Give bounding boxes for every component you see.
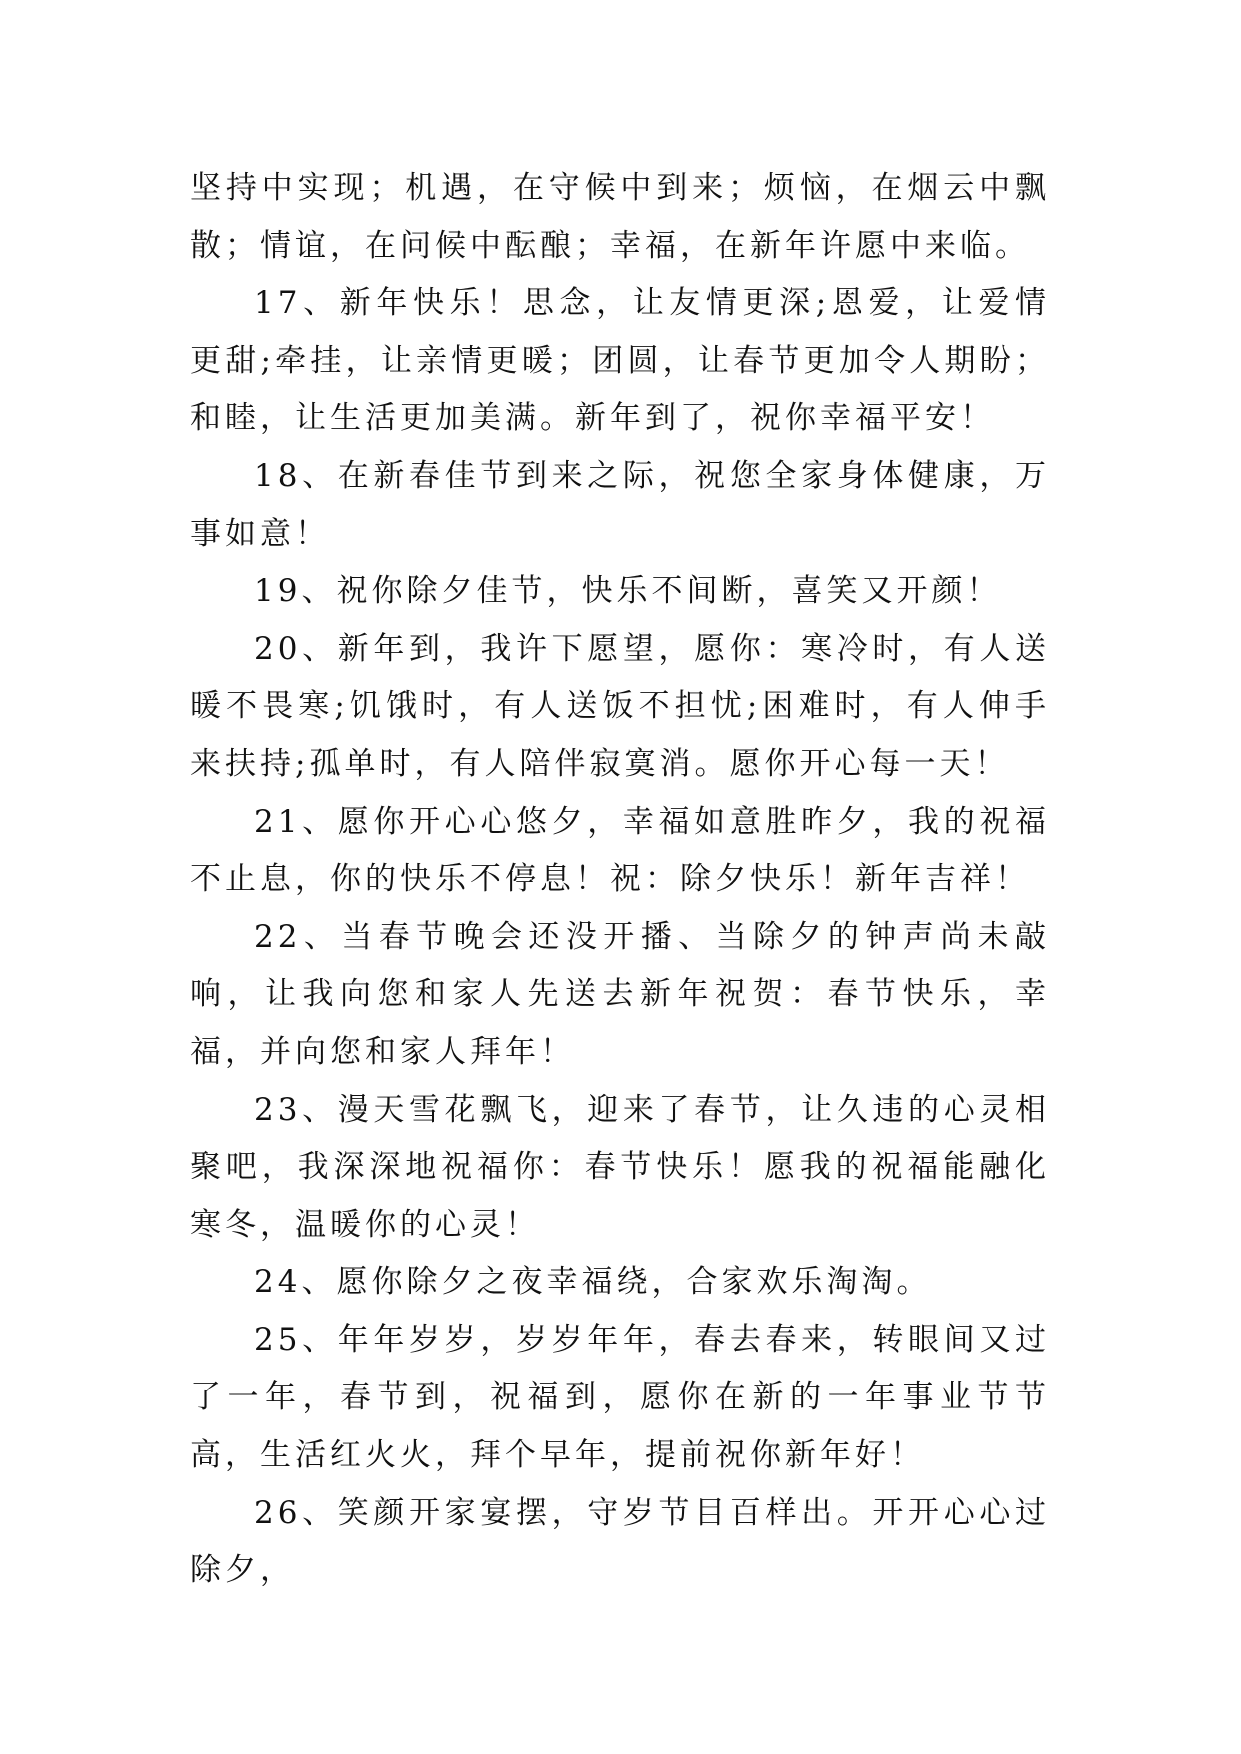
paragraph-continuation: 坚持中实现；机遇，在守候中到来；烦恼，在烟云中飘散；情谊，在问候中酝酿；幸福，在新年许愿中来临。 [190, 170, 1050, 264]
paragraph-21: 21、愿你开心心悠夕，幸福如意胜昨夕，我的祝福不止息，你的快乐不停息！祝：除夕快乐！新年吉祥！ [190, 803, 1050, 898]
paragraph-17: 17、新年快乐！思念，让友情更深;恩爱，让爱情更甜;牵挂，让亲情更暖；团圆，让春节更加令人期盼；和睦，让生活更加美满。新年到了，祝你幸福平安！ [190, 285, 1050, 437]
paragraph-23: 23、漫天雪花飘飞，迎来了春节，让久违的心灵相聚吧，我深深地祝福你：春节快乐！愿我的祝福能融化寒冬，温暖你的心灵！ [190, 1091, 1050, 1243]
paragraph-24: 24、愿你除夕之夜幸福绕，合家欢乐淘淘。 [254, 1264, 932, 1301]
paragraph-25: 25、年年岁岁，岁岁年年，春去春来，转眼间又过了一年，春节到，祝福到，愿你在新的一年事业节节高，生活红火火，拜个早年，提前祝你新年好！ [190, 1321, 1050, 1474]
paragraph-22: 22、当春节晚会还没开播、当除夕的钟声尚未敲响，让我向您和家人先送去新年祝贺：春节快乐，幸福，并向您和家人拜年！ [190, 918, 1050, 1070]
paragraph-26: 26、笑颜开家宴摆，守岁节目百样出。开开心心过除夕， [190, 1494, 1050, 1589]
paragraph-19: 19、祝你除夕佳节，快乐不间断，喜笑又开颜！ [254, 573, 1002, 610]
document-body [190, 160, 1050, 1600]
paragraph-20: 20、新年到，我许下愿望，愿你：寒冷时，有人送暖不畏寒;饥饿时，有人送饭不担忧;困难时，有人伸手来扶持;孤单时，有人陪伴寂寞消。愿你开心每一天！ [190, 630, 1050, 782]
paragraph-18: 18、在新春佳节到来之际，祝您全家身体健康，万事如意！ [190, 457, 1050, 552]
